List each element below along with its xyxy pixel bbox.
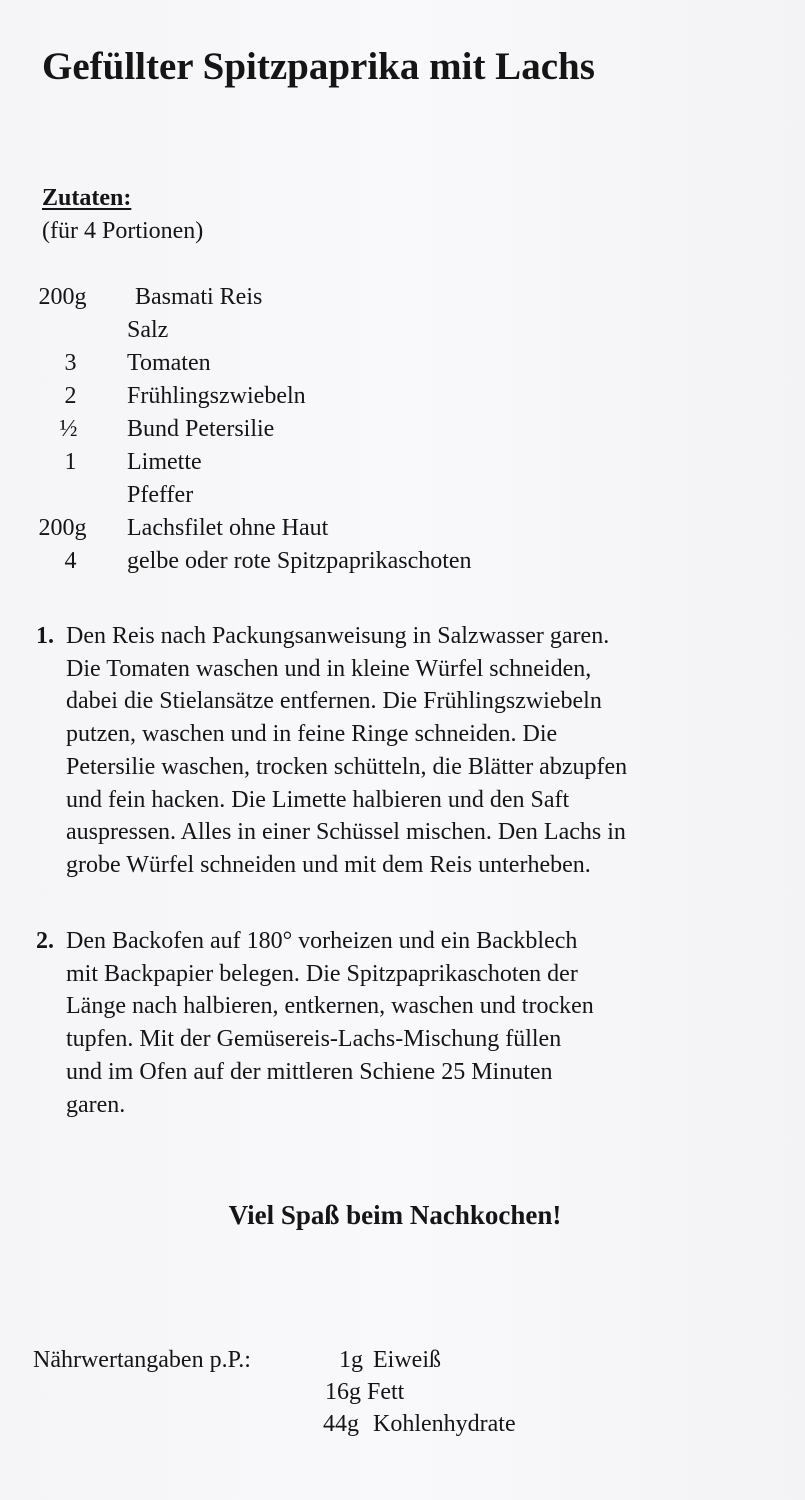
ingredient-name: Salz [127,317,169,343]
ingredient-quantity: 2 [64,383,77,409]
ingredient-row [36,380,596,413]
step-number: 2. [36,928,54,954]
ingredient-row [36,281,596,314]
ingredient-row [36,413,596,446]
ingredient-row [36,314,596,347]
ingredient-quantity: ½ [59,416,78,442]
ingredient-name: Bund Petersilie [127,416,275,442]
ingredient-name: Limette [127,449,202,475]
nutrition-amount: 16g [325,1379,361,1405]
ingredient-quantity: 3 [64,350,77,376]
step-text: Den Reis nach Packungsanweisung in Salzwasser garen. Die Tomaten waschen und in kleine Würfel schneiden, dabei die Stielansätze entfernen. Die Frühlingszwiebeln putzen, waschen und in feine Ringe schneiden. Die Petersilie waschen, trocken schütteln, die Blätter abzupfen und fein hacken. Die Limette halbieren und den Saft auspressen. Alles in einer Schüssel mischen. Den Lachs in grobe Würfel schneiden und mit dem Reis unterheben. [66,623,628,878]
step-number: 1. [36,623,54,649]
ingredients-heading: Zutaten: [42,185,132,211]
ingredient-quantity: 200g [38,515,87,541]
nutrition-amount: 44g [323,1411,359,1437]
recipe-title: Gefüllter Spitzpaprika mit Lachs [42,45,595,88]
ingredient-name: Frühlingszwiebeln [127,383,306,409]
ingredient-quantity: 4 [64,548,77,574]
ingredient-name: Pfeffer [127,482,194,508]
portions-note: (für 4 Portionen) [42,218,204,244]
instruction-step [36,925,766,1121]
nutrition-name: Kohlenhydrate [373,1411,516,1437]
ingredient-row [36,545,596,578]
ingredient-row [36,446,596,479]
ingredient-name: Tomaten [127,350,211,376]
step-text: Den Backofen auf 180° vorheizen und ein Backblech mit Backpapier belegen. Die Spitzpaprikaschoten der Länge nach halbieren, entkernen, waschen und trocken tupfen. Mit der Gemüsereis-Lachs-Mischung füllen und im Ofen auf der mittleren Schiene 25 Minuten garen. [66,928,594,1118]
nutrition-label: Nährwertangaben p.P.: [33,1347,251,1373]
instruction-step [36,620,766,882]
ingredient-name: Lachsfilet ohne Haut [127,515,329,541]
ingredient-name: Basmati Reis [135,284,263,310]
closing-message: Viel Spaß beim Nachkochen! [228,1200,562,1230]
ingredient-quantity: 200g [38,284,87,310]
nutrition-name: Eiweiß [373,1347,441,1373]
nutrition-amount: 1g [339,1347,363,1373]
ingredient-row [36,347,596,380]
ingredient-row [36,512,596,545]
nutrition-name: Fett [367,1379,405,1405]
ingredients-list [36,281,596,578]
ingredient-quantity: 1 [64,449,77,475]
ingredient-row [36,479,596,512]
ingredient-name: gelbe oder rote Spitzpaprikaschoten [127,548,472,574]
